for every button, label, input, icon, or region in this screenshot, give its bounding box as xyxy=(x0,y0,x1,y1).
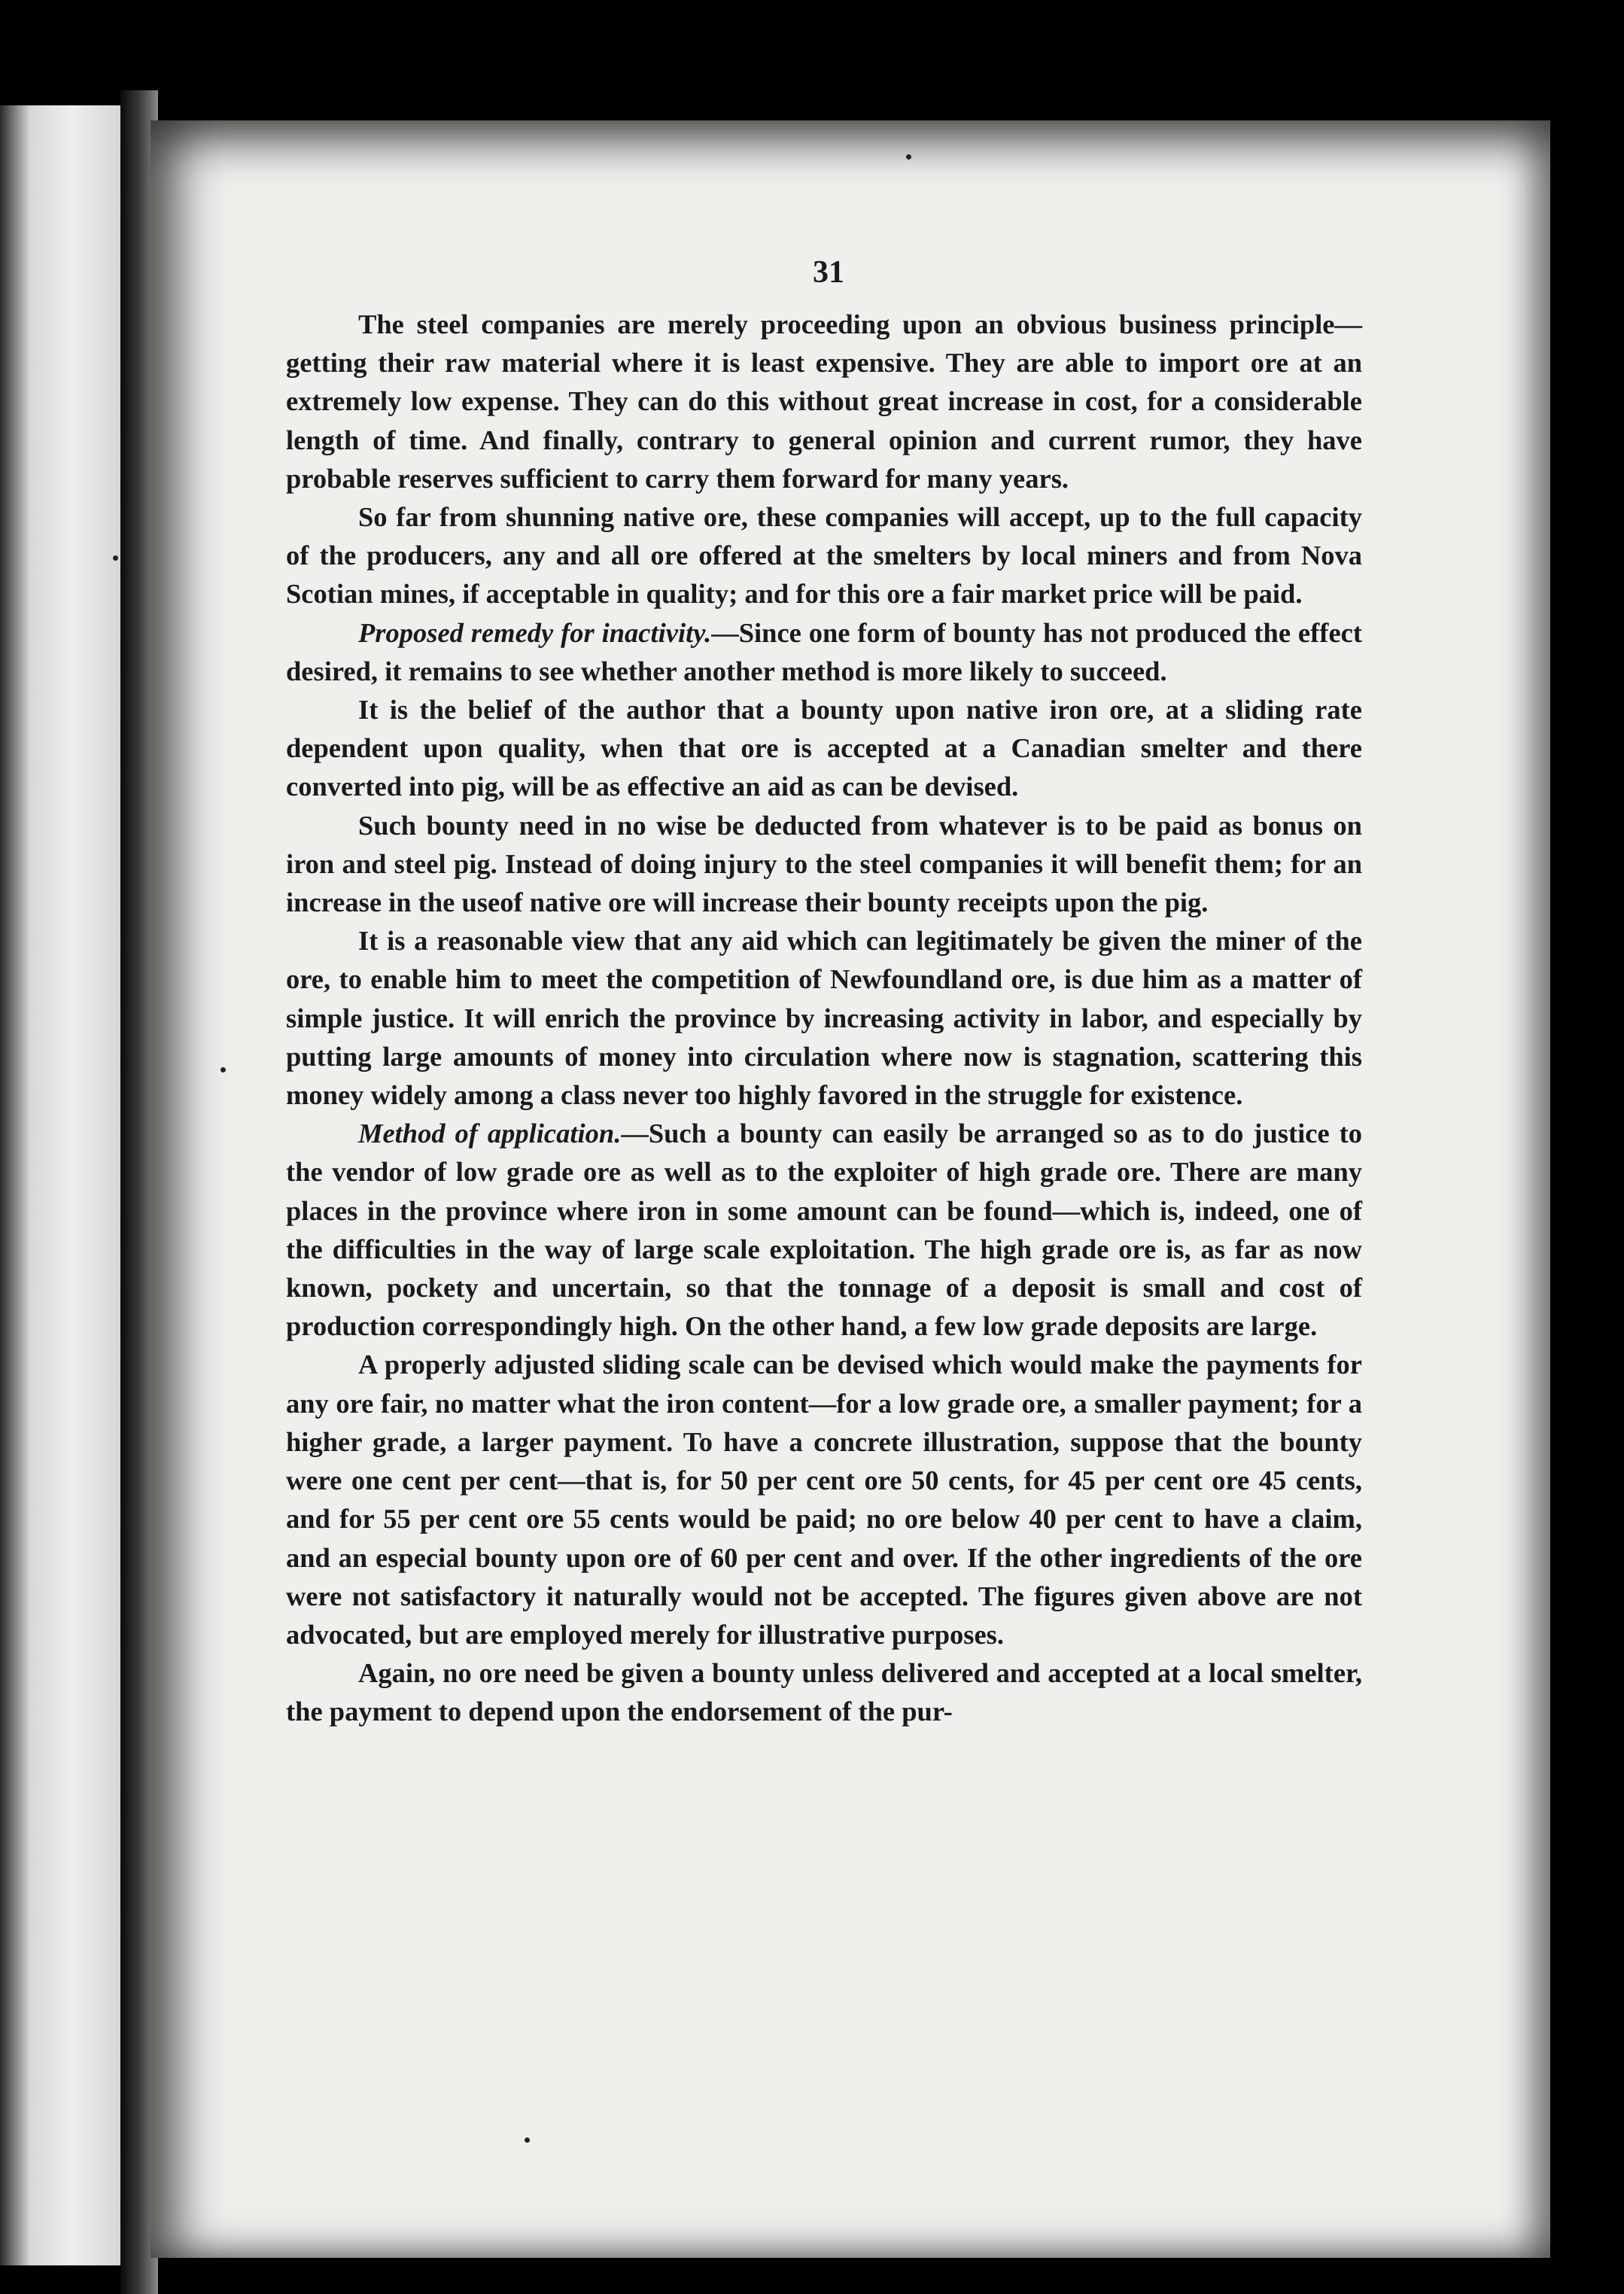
scan-speck xyxy=(113,555,118,561)
scan-speck xyxy=(906,154,911,160)
section-heading: Method of application. xyxy=(358,1118,622,1149)
section-heading: Proposed remedy for inactivity. xyxy=(358,616,712,648)
paragraph-text: Such bounty need in no wise be deducted from whatever is to be paid as bonus on iron and steel pig. Instead of doing injury to the steel companies it will benefit them; for an increase in the useof native ore will increase their bounty receipts upon the pig. xyxy=(286,809,1362,918)
page-number: 31 xyxy=(813,255,844,290)
paragraph-text: It is the belief of the author that a bounty upon native iron ore, at a sliding rate dependent upon quality, when that ore is accepted at a Canadian smelter and there converted into pig, will be as effective an aid as can be devised. xyxy=(286,694,1362,802)
paragraph xyxy=(286,1114,1362,1345)
paragraph-text: —Since one form of bounty has not produced the effect desired, it remains to see whether another method is more likely to succeed. xyxy=(286,616,1362,686)
paragraph-text: —Such a bounty can easily be arranged so as to do justice to the vendor of low grade ore as well as to the exploiter of high grade ore. There are many places in the province where iron in some amount can be found—which is, indeed, one of the difficulties in the way of large scale exploitation. The high grade ore is, as far as now known, pockety and uncertain, so that the tonnage of a deposit is small and cost of production correspondingly high. On the other hand, a few low grade deposits are large. xyxy=(286,1118,1362,1342)
paragraph xyxy=(286,305,1362,497)
paragraph-text: A properly adjusted sliding scale can be devised which would make the payments for any ore fair, no matter what the iron content—for a low grade ore, a smaller payment; for a higher grade, a larger payment. To have a concrete illustration, suppose that the bounty were one cent per cent—that is, for 50 per cent ore 50 cents, for 45 per cent ore 45 cents, and for 55 per cent ore 55 cents would be paid; no ore below 40 per cent to have a claim, and an especial bounty upon ore of 60 per cent and over. If the other ingredients of the ore were not satisfactory it naturally would not be accepted. The figures given above are not advocated, but are employed merely for illustrative purposes. xyxy=(286,1349,1362,1650)
paragraph xyxy=(286,497,1362,613)
paragraph xyxy=(286,1654,1362,1730)
paragraph-text: So far from shunning native ore, these companies will accept, up to the full capacity of the producers, any and all ore offered at the smelters by local miners and from Nova Scotian mines, if acceptable in quality; and for this ore a fair market price will be paid. xyxy=(286,501,1362,610)
paragraph xyxy=(286,613,1362,690)
facing-page-edge xyxy=(0,105,120,2265)
scan-speck xyxy=(220,1067,226,1072)
paragraph-text: It is a reasonable view that any aid which can legitimately be given the miner of the ore, to enable him to meet the competition of Newfoundland ore, is due him as a matter of simple justice. It will enrich the province by increasing activity in labor, and especially by putting large amounts of money into circulation where now is stagnation, scattering this money widely among a class never too highly favored in the struggle for existence. xyxy=(286,925,1362,1111)
paragraph xyxy=(286,1345,1362,1654)
paragraph xyxy=(286,690,1362,806)
paragraph xyxy=(286,921,1362,1114)
paragraph-text: The steel companies are merely proceeding upon an obvious business principle—getting their raw material where it is least expensive. They are able to import ore at an extremely low expense. They can do this without great increase in cost, for a considerable length of time. And finally, contrary to general opinion and current rumor, they have probable reserves sufficient to carry them forward for many years. xyxy=(286,309,1362,494)
paragraph xyxy=(286,806,1362,922)
paragraph-text: Again, no ore need be given a bounty unless delivered and accepted at a local smelter, the payment to depend upon the endorsement of the pur- xyxy=(286,1657,1362,1727)
scan-speck xyxy=(525,2137,530,2143)
body-text xyxy=(286,305,1362,1731)
